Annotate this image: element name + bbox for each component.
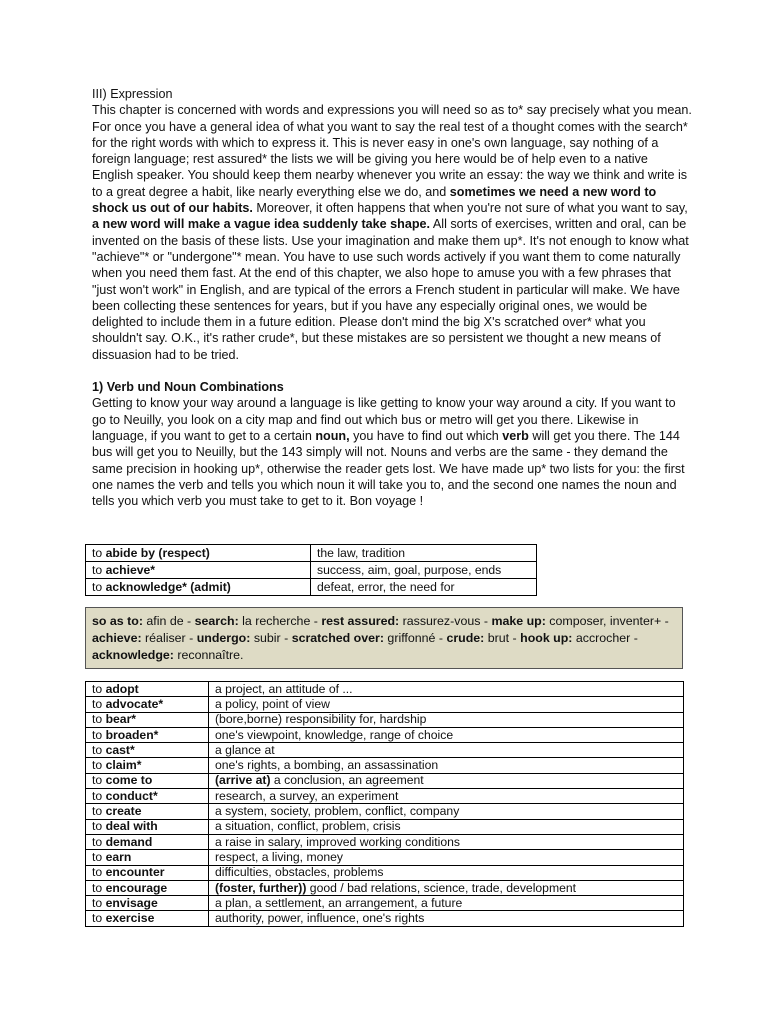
to-prefix: to [92, 849, 106, 864]
verb-text: abide by (respect) [105, 546, 210, 560]
noun-cell [209, 682, 684, 697]
to-prefix: to [92, 865, 106, 880]
verb-cell [86, 865, 209, 880]
table-row [86, 727, 684, 742]
to-prefix: to [92, 911, 106, 926]
table-row [86, 804, 684, 819]
noun-text: a project, an attitude of ... [215, 681, 353, 696]
verb-cell [86, 896, 209, 911]
verb-text: advocate* [105, 696, 164, 711]
verb-cell [86, 545, 311, 562]
to-prefix: to [92, 834, 106, 849]
noun-text: a situation, conflict, problem, crisis [215, 819, 401, 834]
to-prefix: to [92, 773, 106, 788]
noun-cell [209, 758, 684, 773]
verb-cell [86, 579, 311, 596]
verb-text: deal with [105, 819, 158, 834]
table-row [86, 579, 537, 596]
noun-cell [209, 697, 684, 712]
noun-text: respect, a living, money [215, 849, 344, 864]
glossary-term: acknowledge: [92, 648, 174, 662]
glossary-definition: accrocher - [572, 631, 638, 645]
noun-text: one's viewpoint, knowledge, range of choice [215, 727, 454, 742]
glossary-term: scratched over: [291, 631, 384, 645]
verb-text: come to [105, 773, 153, 788]
glossary-definition: composer, inventer+ - [545, 614, 669, 628]
verb-cell [86, 562, 311, 579]
glossary-term: achieve: [92, 631, 142, 645]
to-prefix: to [92, 546, 106, 560]
to-prefix: to [92, 563, 106, 577]
to-prefix: to [92, 880, 106, 895]
noun-cell [209, 804, 684, 819]
glossary-definition: la recherche - [238, 614, 322, 628]
glossary-box [85, 607, 683, 669]
noun-cell: the law, tradition [311, 545, 537, 562]
intro-emphasis-2: a new word will make a vague idea suddenly take shape. [92, 217, 431, 232]
to-prefix: to [92, 742, 106, 757]
table-row [86, 682, 684, 697]
noun-cell [209, 727, 684, 742]
verb-cell [86, 758, 209, 773]
noun-text: a raise in salary, improved working conditions [215, 834, 460, 849]
verb-text: demand [105, 834, 153, 849]
glossary-term: undergo: [196, 631, 251, 645]
glossary-term: so as to: [92, 614, 143, 628]
table-row [86, 819, 684, 834]
table-row [86, 562, 537, 579]
verb-text: bear* [105, 712, 137, 727]
verb-cell [86, 743, 209, 758]
table-row [86, 697, 684, 712]
verb-noun-table-2 [85, 681, 684, 927]
glossary-definition: griffonné - [383, 631, 447, 645]
intro-paragraph: This chapter is concerned with words and expressions you will need so as to* say precisely what you mean. For once you have a general idea of what you want to say the real test of a thought comes with the search* for the right words with which to express it. This is never easy in one's own language, say nothing of a foreign language; rest assured* the lists we will be giving you here would be of help even to a native English speaker. You should keep them nearby whenever you write an essay: the way we think and write is to a great degree a habit, like nearly everything else we do, and sometimes we need a new word to shock us out of our habits. Moreover, it often happens that when you're not sure of what you want to say, a new word will make a vague idea suddenly take shape. All sorts of exercises, written and oral, can be invented on the basis of these lists. Use your imagination and make them up*. It's not enough to know what "achieve"* or "undergone"* mean. You have to use such words actively if you want them to come naturally when you need them fast. At the end of this chapter, we also hope to amuse you with a few phrases that "just won't work" in English, and are typical of the errors a French student in particular will make. We have been collecting these sentences for years, but if you have any especially original ones, we would be delighted to include them in a future edition. Please don't mind the big X's scratched over* what you shouldn't say. O.K., it's rather crude*, but these mistakes are so persistent we thought a new means of dissuasion had to be tried. [92, 103, 692, 362]
verb-text: exercise [105, 911, 155, 926]
noun-text: difficulties, obstacles, problems [215, 865, 384, 880]
glossary-term: make up: [491, 614, 546, 628]
table-row [86, 758, 684, 773]
glossary-definition: afin de - [142, 614, 195, 628]
glossary-definition: réaliser - [141, 631, 197, 645]
noun-text: research, a survey, an experiment [215, 788, 399, 803]
noun-cell [209, 850, 684, 865]
table-row [86, 911, 684, 926]
section-title: III) Expression [92, 87, 173, 101]
glossary-definition: subir - [250, 631, 292, 645]
noun-cell [209, 773, 684, 788]
verb-text: claim* [105, 758, 142, 773]
to-prefix: to [92, 819, 106, 834]
noun-text: a glance at [215, 742, 275, 757]
glossary-term: search: [194, 614, 239, 628]
verb-text: adopt [105, 681, 139, 696]
verb-cell [86, 697, 209, 712]
intro-emphasis-1: sometimes we need a new word to shock us out of our habits. [92, 184, 657, 216]
verb-text: earn [105, 849, 132, 864]
verb-cell [86, 819, 209, 834]
glossary-term: hook up: [520, 631, 573, 645]
noun-cell [209, 712, 684, 727]
verb-cell [86, 773, 209, 788]
to-prefix: to [92, 580, 106, 594]
table-row [86, 773, 684, 788]
verb-cell [86, 850, 209, 865]
table-row [86, 743, 684, 758]
noun-cell [209, 865, 684, 880]
verb-cell [86, 834, 209, 849]
verb-cell [86, 804, 209, 819]
verb-text: broaden* [105, 727, 159, 742]
to-prefix: to [92, 712, 106, 727]
to-prefix: to [92, 758, 106, 773]
table-row [86, 880, 684, 895]
noun-cell [209, 789, 684, 804]
verb-text: acknowledge* (admit) [105, 580, 231, 594]
verb-noun-paragraph: Getting to know your way around a language is like getting to know your way around a city. If you want to go to Neuilly, you look on a city map and find out which bus or metro will get you there. Likewise in language, if you want to get to a certain noun, you have to find out which verb will get you there. The 144 bus will get you to Neuilly, but the 143 simply will not. Nouns and verbs are the same - they demand the same precision in hooking up*, otherwise the reader gets lost. We have made up* two lists for you: the first one names the verb and tells you which noun it will take you to, and the second one names the noun and tells you which verb you must take to get to it. Bon voyage ! [92, 396, 685, 509]
subsection-title: 1) Verb und Noun Combinations [92, 380, 284, 395]
noun-cell [209, 819, 684, 834]
noun-text: one's rights, a bombing, an assassination [215, 758, 439, 773]
noun-cell [209, 743, 684, 758]
to-prefix: to [92, 804, 106, 819]
verb-text: create [105, 804, 142, 819]
table-row [86, 789, 684, 804]
verb-cell [86, 712, 209, 727]
verb-text: encounter [105, 865, 165, 880]
noun-cell: success, aim, goal, purpose, ends [311, 562, 537, 579]
to-prefix: to [92, 895, 106, 910]
verb-cell [86, 789, 209, 804]
para2-emphasis-1: noun, [315, 428, 350, 443]
verb-text: cast* [105, 742, 135, 757]
synonym-note: (foster, further)) [215, 880, 307, 895]
synonym-note: (arrive at) [215, 773, 271, 788]
table-row [86, 896, 684, 911]
verb-noun-table-1 [85, 544, 537, 596]
glossary-definition: brut - [484, 631, 521, 645]
verb-text: envisage [105, 895, 158, 910]
verb-text: conduct* [105, 788, 158, 803]
glossary-definition: rassurez-vous - [399, 614, 492, 628]
noun-cell [209, 880, 684, 895]
noun-text: a conclusion, an agreement [270, 773, 424, 788]
glossary-definition: reconnaître. [173, 648, 244, 662]
page-content [92, 86, 692, 509]
noun-text: a policy, point of view [215, 696, 330, 711]
verb-text: achieve* [105, 563, 156, 577]
verb-text: encourage [105, 880, 168, 895]
noun-cell: defeat, error, the need for [311, 579, 537, 596]
verb-cell [86, 727, 209, 742]
glossary-term: rest assured: [321, 614, 400, 628]
to-prefix: to [92, 696, 106, 711]
noun-text: (bore,borne) responsibility for, hardship [215, 712, 427, 727]
to-prefix: to [92, 681, 106, 696]
noun-text: a plan, a settlement, an arrangement, a future [215, 895, 463, 910]
to-prefix: to [92, 727, 106, 742]
noun-cell [209, 911, 684, 926]
noun-text: authority, power, influence, one's rights [215, 911, 425, 926]
noun-text: a system, society, problem, conflict, company [215, 804, 460, 819]
table-row [86, 712, 684, 727]
verb-cell [86, 682, 209, 697]
table-row [86, 545, 537, 562]
noun-cell [209, 896, 684, 911]
table-row [86, 834, 684, 849]
verb-cell [86, 911, 209, 926]
table-row [86, 865, 684, 880]
noun-cell [209, 834, 684, 849]
noun-text: good / bad relations, science, trade, development [306, 880, 577, 895]
table-row [86, 850, 684, 865]
verb-cell [86, 880, 209, 895]
para2-emphasis-2: verb [502, 428, 529, 443]
to-prefix: to [92, 788, 106, 803]
glossary-term: crude: [446, 631, 485, 645]
